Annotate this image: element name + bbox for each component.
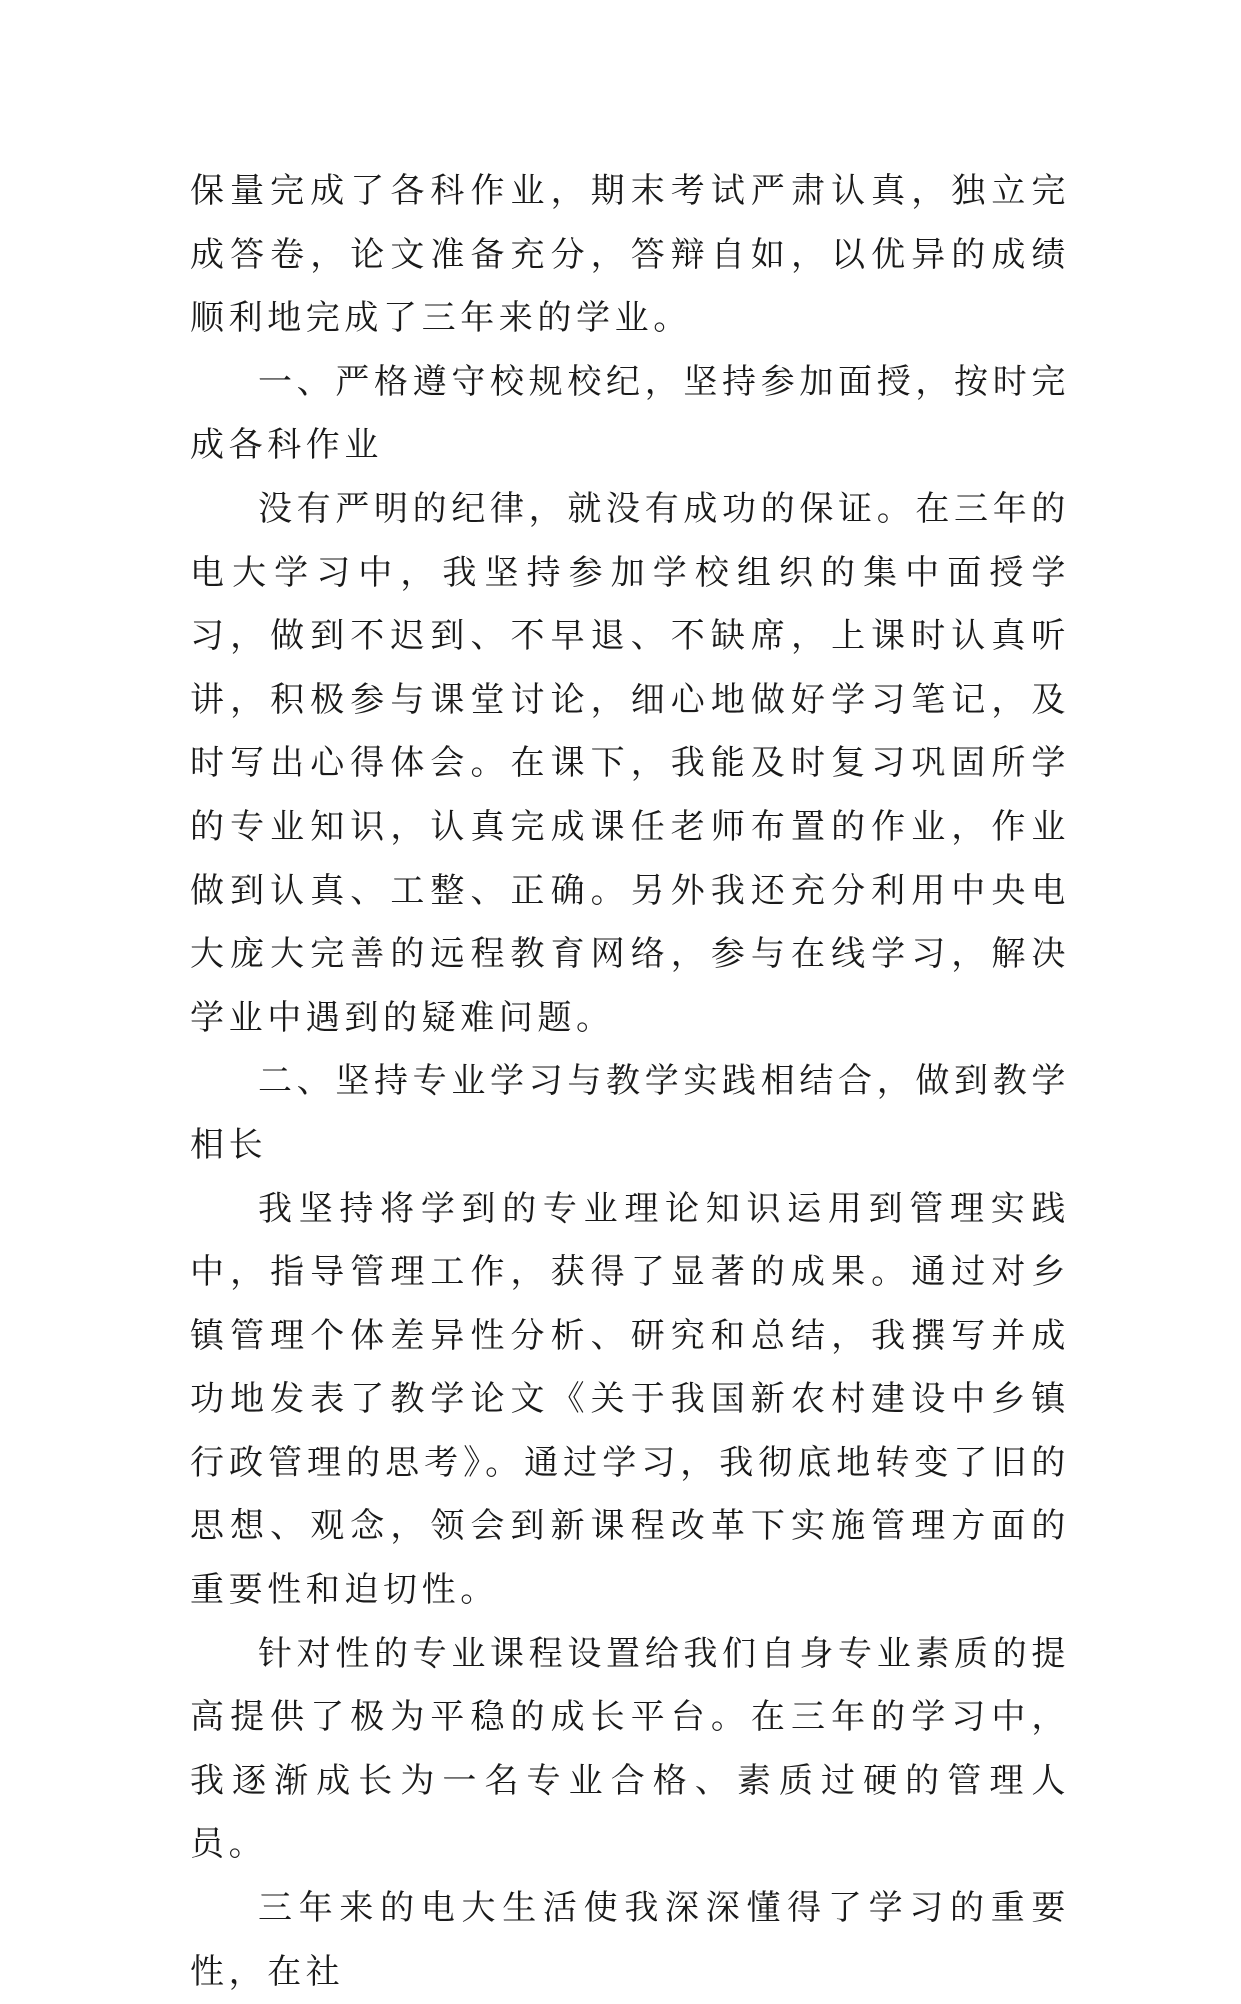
paragraph-closing: 三年来的电大生活使我深深懂得了学习的重要性，在社 (190, 1888, 1070, 1992)
section-heading-2: 二、坚持专业学习与教学实践相结合，做到教学相长 (190, 1061, 1070, 1165)
paragraph-practice: 我坚持将学到的专业理论知识运用到管理实践中，指导管理工作，获得了显著的成果。通过对乡镇管理个体差异性分析、研究和总结，我撰写并成功地发表了教学论文《关于我国新农村建设中乡镇行政管理的思考》。通过学习，我彻底地转变了旧的思想、观念，领会到新课程改革下实施管理方面的重要性和迫切性。 (190, 1188, 1070, 1611)
paragraph-curriculum: 针对性的专业课程设置给我们自身专业素质的提高提供了极为平稳的成长平台。在三年的学习中，我逐渐成长为一名专业合格、素质过硬的管理人员。 (190, 1633, 1070, 1865)
paragraph-discipline: 没有严明的纪律，就没有成功的保证。在三年的电大学习中，我坚持参加学校组织的集中面授学习，做到不迟到、不早退、不缺席，上课时认真听讲，积极参与课堂讨论，细心地做好学习笔记，及时写出心得体会。在课下，我能及时复习巩固所学的专业知识，认真完成课任老师布置的作业，作业做到认真、工整、正确。另外我还充分利用中央电大庞大完善的远程教育网络，参与在线学习，解决学业中遇到的疑难问题。 (190, 488, 1070, 1038)
section-heading-1: 一、严格遵守校规校纪，坚持参加面授，按时完成各科作业 (190, 361, 1070, 466)
paragraph-continuation: 保量完成了各科作业，期末考试严肃认真，独立完成答卷，论文准备充分，答辩自如，以优异的成绩顺利地完成了三年来的学业。 (190, 171, 1070, 339)
document-body (190, 160, 1070, 2004)
